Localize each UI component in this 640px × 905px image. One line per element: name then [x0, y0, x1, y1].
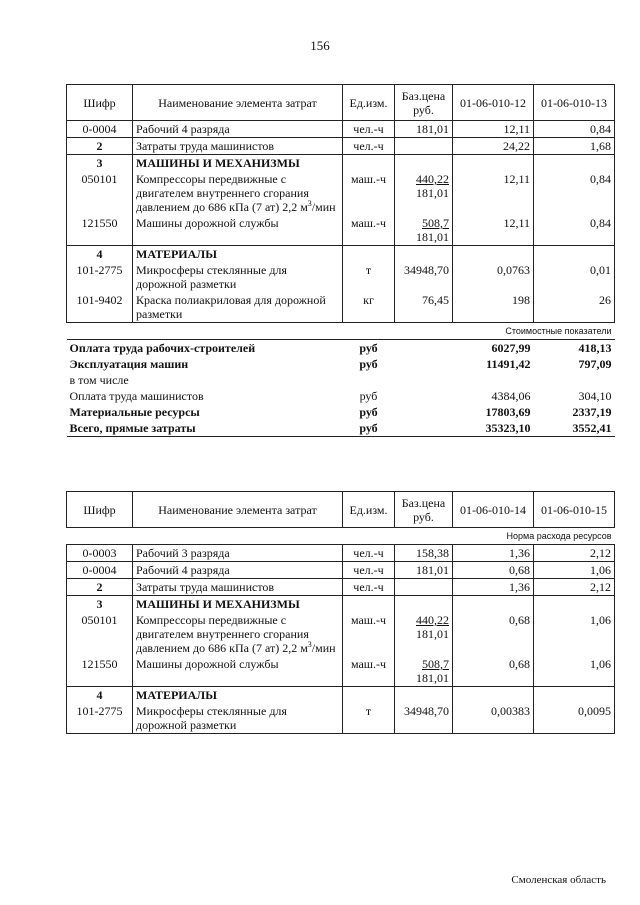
total-name: Оплата труда рабочих-строителей [69, 341, 256, 355]
band-row [67, 528, 615, 545]
column-b-header: 01-06-010-15 [534, 492, 615, 528]
name-header: Наименование элемента затрат [133, 492, 343, 528]
band-row [67, 323, 615, 340]
column-a-header: 01-06-010-14 [453, 492, 534, 528]
row-code: 2 [67, 579, 133, 596]
code-header: Шифр [67, 492, 133, 528]
row-name: Рабочий 3 разряда [133, 545, 343, 562]
total-unit: руб [359, 341, 378, 355]
row-unit: маш.-ч [343, 171, 395, 215]
total-row [67, 372, 615, 388]
row-unit: чел.-ч [343, 562, 395, 579]
total-unit: руб [359, 389, 378, 403]
total-value-b: 3552,41 [534, 420, 615, 437]
total-row [67, 388, 615, 404]
band-label: Норма расхода ресурсов [67, 528, 615, 545]
unit-header: Ед.изм. [343, 492, 395, 528]
code-header: Шифр [67, 85, 133, 121]
total-unit: руб [359, 357, 378, 371]
row-name-tail: /мин [311, 641, 336, 655]
total-name: Оплата труда машинистов [69, 389, 204, 403]
row-unit: т [343, 703, 395, 734]
row-unit: чел.-ч [343, 138, 395, 155]
row-value-b: 2,12 [534, 545, 615, 562]
row-code: 2 [67, 138, 133, 155]
region-footer: Смоленская область [511, 874, 606, 886]
row-name-text: Компрессоры передвижные с двигателем внутреннего сгорания давлением до 686 кПа (7 ат) 2,2 м [136, 613, 309, 655]
price-denominator: 181,01 [416, 671, 449, 685]
row-value-a: 12,11 [453, 121, 534, 138]
row-name-superscript: 3 [307, 199, 312, 208]
total-unit: руб [343, 420, 395, 437]
row-value-a: 1,36 [453, 579, 534, 596]
row-code: 0-0004 [67, 121, 133, 138]
section-code: 4 [67, 246, 133, 263]
row-value-a: 0,0763 [453, 262, 534, 292]
row-code: 101-9402 [67, 292, 133, 323]
row-unit: маш.-ч [343, 612, 395, 656]
unit-header: Ед.изм. [343, 85, 395, 121]
column-b-header: 01-06-010-13 [534, 85, 615, 121]
row-price [395, 138, 453, 155]
table-row [67, 703, 615, 734]
total-value-a: 4384,06 [491, 389, 531, 403]
section-row [67, 246, 615, 263]
row-code: 101-2775 [67, 703, 133, 734]
total-name: в том числе [69, 373, 129, 387]
row-code: 050101 [67, 612, 133, 656]
row-value-a: 12,11 [453, 215, 534, 246]
table-row [67, 121, 615, 138]
row-name: Машины дорожной службы [133, 215, 343, 246]
row-value-b: 0,84 [534, 215, 615, 246]
row-name-superscript: 3 [307, 640, 312, 649]
total-value-b: 418,13 [578, 341, 612, 355]
page-number: 156 [310, 38, 330, 53]
section-code: 4 [67, 687, 133, 704]
row-name: Машины дорожной службы [133, 656, 343, 687]
resource-table-2 [66, 491, 615, 734]
price-denominator: 181,01 [416, 186, 449, 200]
row-value-b: 0,01 [534, 262, 615, 292]
row-value-a: 0,68 [453, 656, 534, 687]
row-unit: кг [343, 292, 395, 323]
row-code: 101-2775 [67, 262, 133, 292]
row-price: 181,01 [395, 121, 453, 138]
section-title: МАТЕРИАЛЫ [133, 687, 343, 704]
row-value-a: 0,00383 [453, 703, 534, 734]
total-unit: руб [359, 405, 378, 419]
total-row [67, 340, 615, 357]
total-value-a: 11491,42 [486, 357, 531, 371]
price-denominator: 181,01 [416, 230, 449, 244]
row-code: 0-0004 [67, 562, 133, 579]
row-price: 76,45 [395, 292, 453, 323]
table-header-row [67, 492, 615, 528]
row-price [395, 579, 453, 596]
total-name: Материальные ресурсы [69, 405, 200, 419]
row-value-b: 26 [534, 292, 615, 323]
row-name-text: Компрессоры передвижные с двигателем внутреннего сгорания давлением до 686 кПа (7 ат) 2,2 м [136, 172, 309, 214]
row-value-b: 0,84 [534, 121, 615, 138]
row-unit: маш.-ч [343, 215, 395, 246]
row-price [395, 656, 453, 687]
row-price [395, 612, 453, 656]
column-a-header: 01-06-010-12 [453, 85, 534, 121]
row-price [395, 215, 453, 246]
row-unit: маш.-ч [343, 656, 395, 687]
row-name [133, 171, 343, 215]
section-row [67, 596, 615, 613]
row-value-b: 0,0095 [534, 703, 615, 734]
row-code: 0-0003 [67, 545, 133, 562]
price-numerator: 440,22 [416, 613, 449, 627]
row-value-b: 1,06 [534, 612, 615, 656]
price-numerator: 508,7 [422, 657, 449, 671]
section-title: МАШИНЫ И МЕХАНИЗМЫ [133, 596, 343, 613]
table-row [67, 171, 615, 215]
table-row [67, 656, 615, 687]
row-price: 181,01 [395, 562, 453, 579]
price-denominator: 181,01 [416, 627, 449, 641]
price-numerator: 508,7 [422, 216, 449, 230]
row-value-a: 0,68 [453, 562, 534, 579]
row-value-a: 12,11 [453, 171, 534, 215]
section-row [67, 155, 615, 172]
total-value-a: 6027,99 [491, 341, 531, 355]
section-title: МАШИНЫ И МЕХАНИЗМЫ [133, 155, 343, 172]
row-price: 158,38 [395, 545, 453, 562]
row-name: Краска полиакриловая для дорожной разметки [133, 292, 343, 323]
row-unit: т [343, 262, 395, 292]
row-unit: чел.-ч [343, 579, 395, 596]
row-value-b: 2,12 [534, 579, 615, 596]
row-value-a: 198 [453, 292, 534, 323]
total-value-b: 304,10 [578, 389, 612, 403]
row-price: 34948,70 [395, 262, 453, 292]
row-code: 121550 [67, 656, 133, 687]
section-title: МАТЕРИАЛЫ [133, 246, 343, 263]
table-row [67, 612, 615, 656]
table-row [67, 292, 615, 323]
table-row [67, 262, 615, 292]
section-code: 3 [67, 155, 133, 172]
total-name: Эксплуатация машин [69, 357, 189, 371]
row-value-b: 1,68 [534, 138, 615, 155]
band-label: Стоимостные показатели [67, 323, 615, 340]
total-value-a: 17803,69 [485, 405, 531, 419]
row-value-b: 0,84 [534, 171, 615, 215]
table-row [67, 579, 615, 596]
row-price [395, 171, 453, 215]
row-name: Микросферы стеклянные для дорожной разметки [133, 703, 343, 734]
row-code: 121550 [67, 215, 133, 246]
table-row [67, 545, 615, 562]
row-unit: чел.-ч [343, 121, 395, 138]
row-name-tail: /мин [311, 200, 336, 214]
row-name [133, 612, 343, 656]
total-row [67, 420, 615, 437]
name-header: Наименование элемента затрат [133, 85, 343, 121]
row-name: Рабочий 4 разряда [133, 562, 343, 579]
total-row [67, 356, 615, 372]
row-name: Затраты труда машинистов [133, 579, 343, 596]
total-value-b: 2337,19 [572, 405, 612, 419]
row-name: Затраты труда машинистов [133, 138, 343, 155]
row-price: 34948,70 [395, 703, 453, 734]
table-row [67, 138, 615, 155]
section-row [67, 687, 615, 704]
resource-table-1 [66, 84, 615, 437]
row-unit: чел.-ч [343, 545, 395, 562]
row-value-b: 1,06 [534, 562, 615, 579]
table-row [67, 562, 615, 579]
total-name: Всего, прямые затраты [67, 420, 343, 437]
row-name: Микросферы стеклянные для дорожной разметки [133, 262, 343, 292]
total-value-b: 797,09 [578, 357, 612, 371]
price-numerator: 440,22 [416, 172, 449, 186]
row-value-a: 1,36 [453, 545, 534, 562]
row-value-b: 1,06 [534, 656, 615, 687]
price-header: Баз.цена руб. [395, 492, 453, 528]
row-value-a: 24,22 [453, 138, 534, 155]
table-row [67, 215, 615, 246]
price-header: Баз.цена руб. [395, 85, 453, 121]
row-code: 050101 [67, 171, 133, 215]
table-header-row [67, 85, 615, 121]
row-name: Рабочий 4 разряда [133, 121, 343, 138]
total-value-a: 35323,10 [453, 420, 534, 437]
row-value-a: 0,68 [453, 612, 534, 656]
section-code: 3 [67, 596, 133, 613]
total-row [67, 404, 615, 420]
